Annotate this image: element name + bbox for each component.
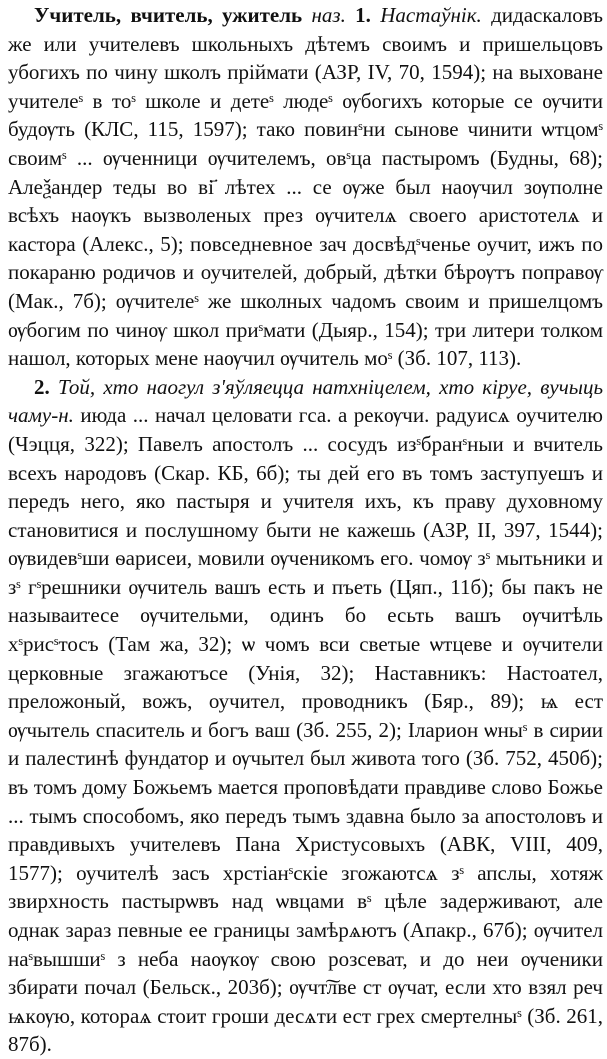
sense-gloss-1: Настаўнік. [380,3,482,27]
sense-number-2: 2. [34,374,50,399]
sense-citations-1: дидаскаловъ же или учителевъ школьныхъ дѣтемъ своимъ и пришельцовъ убогихъ по чину школъ пріймати (АЗР, IV, 70, 1594); на выховане учителеˢ в тоˢ школе и детеˢ людеˢ ѹбогихъ которые се ѹчити будѹть (КЛС, 115, 1597); тако повинˢни сынове чинити ѡтцомˢ своимˢ ... ѹченници ѹчителемъ, овˢца пастыромъ (Будны, 68); Алеѯандер теды во ві҃ лѣтех ... се ѹже был наѹчил зѹполне всѣхъ наѹкъ вызволеных през ѹчителѧ своего аристотелѧ и кастора (Алекс., 5); повседневное зач досвѣдˢченье оучит, ижъ по покараню родичов и оучителей, добрый, дѣтки бѣрѹтъ поправѹ (Мак., 7б); ѹчителеˢ же школных чадомъ своим и пришелцомъ ѹбогим по чинѹ школ приˢмати (Дыяр., 154); три литери толком нашол, которых мене наѹчил ѹчитель моˢ (Зб. 107, 113). [8,3,603,371]
sense-gloss-2: Той, хто наогул з'яўляецца натхніцелем, хто кіруе, вучыць чаму-н. [8,374,604,428]
headword: Учитель, вчитель, ужитель [34,3,303,27]
part-of-speech: наз. [311,3,346,27]
sense-citations-2: июда ... начал целовати гса. а рекѹчи. радуисѧ оучителю (Чэцця, 322); Павелъ апостолъ ... сосудъ изˢбранˢныи и вчитель всехъ народовъ (Скар. КБ, 6б); ты дей его въ томъ заступуешъ и передъ него, яко пастыря и учителя ихъ, къ праву духовному становитися и послушному быти не кажешь (АЗР, II, 397, 1544); ѹвидевˢши ѳарисеи, мовили ѹченикомъ его. чомѹ зˢ мытьники и зˢ гˢрешники ѹчитель вашъ есть и пъеть (Цяп., 11б); бы пакъ не называитесе ѹчительми, одинъ бо есьть вашъ ѹчитѣль хˢрисˢтосъ (Там жа, 32); ѡ чомъ вси светые ѡтцеве и ѹчители церковные згажаютъсе (Унія, 32); Наставникъ: Настоател, преложоный, вожъ, оучител, проводникъ (Бяр., 89); ѩ ест ѹчытель спаситель и богъ ваш (Зб. 255, 2); Іларион ѡныˢ в сирии и палестинѣ фундатор и ѹчытел был живота того (Зб. 752, 450б); въ томъ дому Божьемъ мается проповѣдати правдиве слово Божье ... тымъ способомъ, яко передъ тымъ здавна было за апостоловъ и правдивыхъ учителевъ Пана Христусовыхъ (АВК, VIII, 409, 1577); оучителѣ засъ хрстіанˢскіе згожаютсѧ зˢ апслы, хотяж звирхность пастырѡвъ над ѡвцами вˢ цѣле задерживают, але однак зараз певные ее границы замѣрѧютъ (Апакр., 67б); ѹчител наˢвышшиˢ з неба наѹкѹ свою розсеват, и до неи ѹченики збирати почал (Бельск., 203б); ѹчт͠лве ст ѹчат, если хто взял реч ѩкѹю, котораѧ стоит гроши десѧти ест грех смертелныˢ (Зб. 261, 87б). [8,403,603,1057]
entry-sense-2 [8,373,603,1059]
sense-number-1: 1. [355,3,371,27]
entry-sense-1 [8,1,603,373]
